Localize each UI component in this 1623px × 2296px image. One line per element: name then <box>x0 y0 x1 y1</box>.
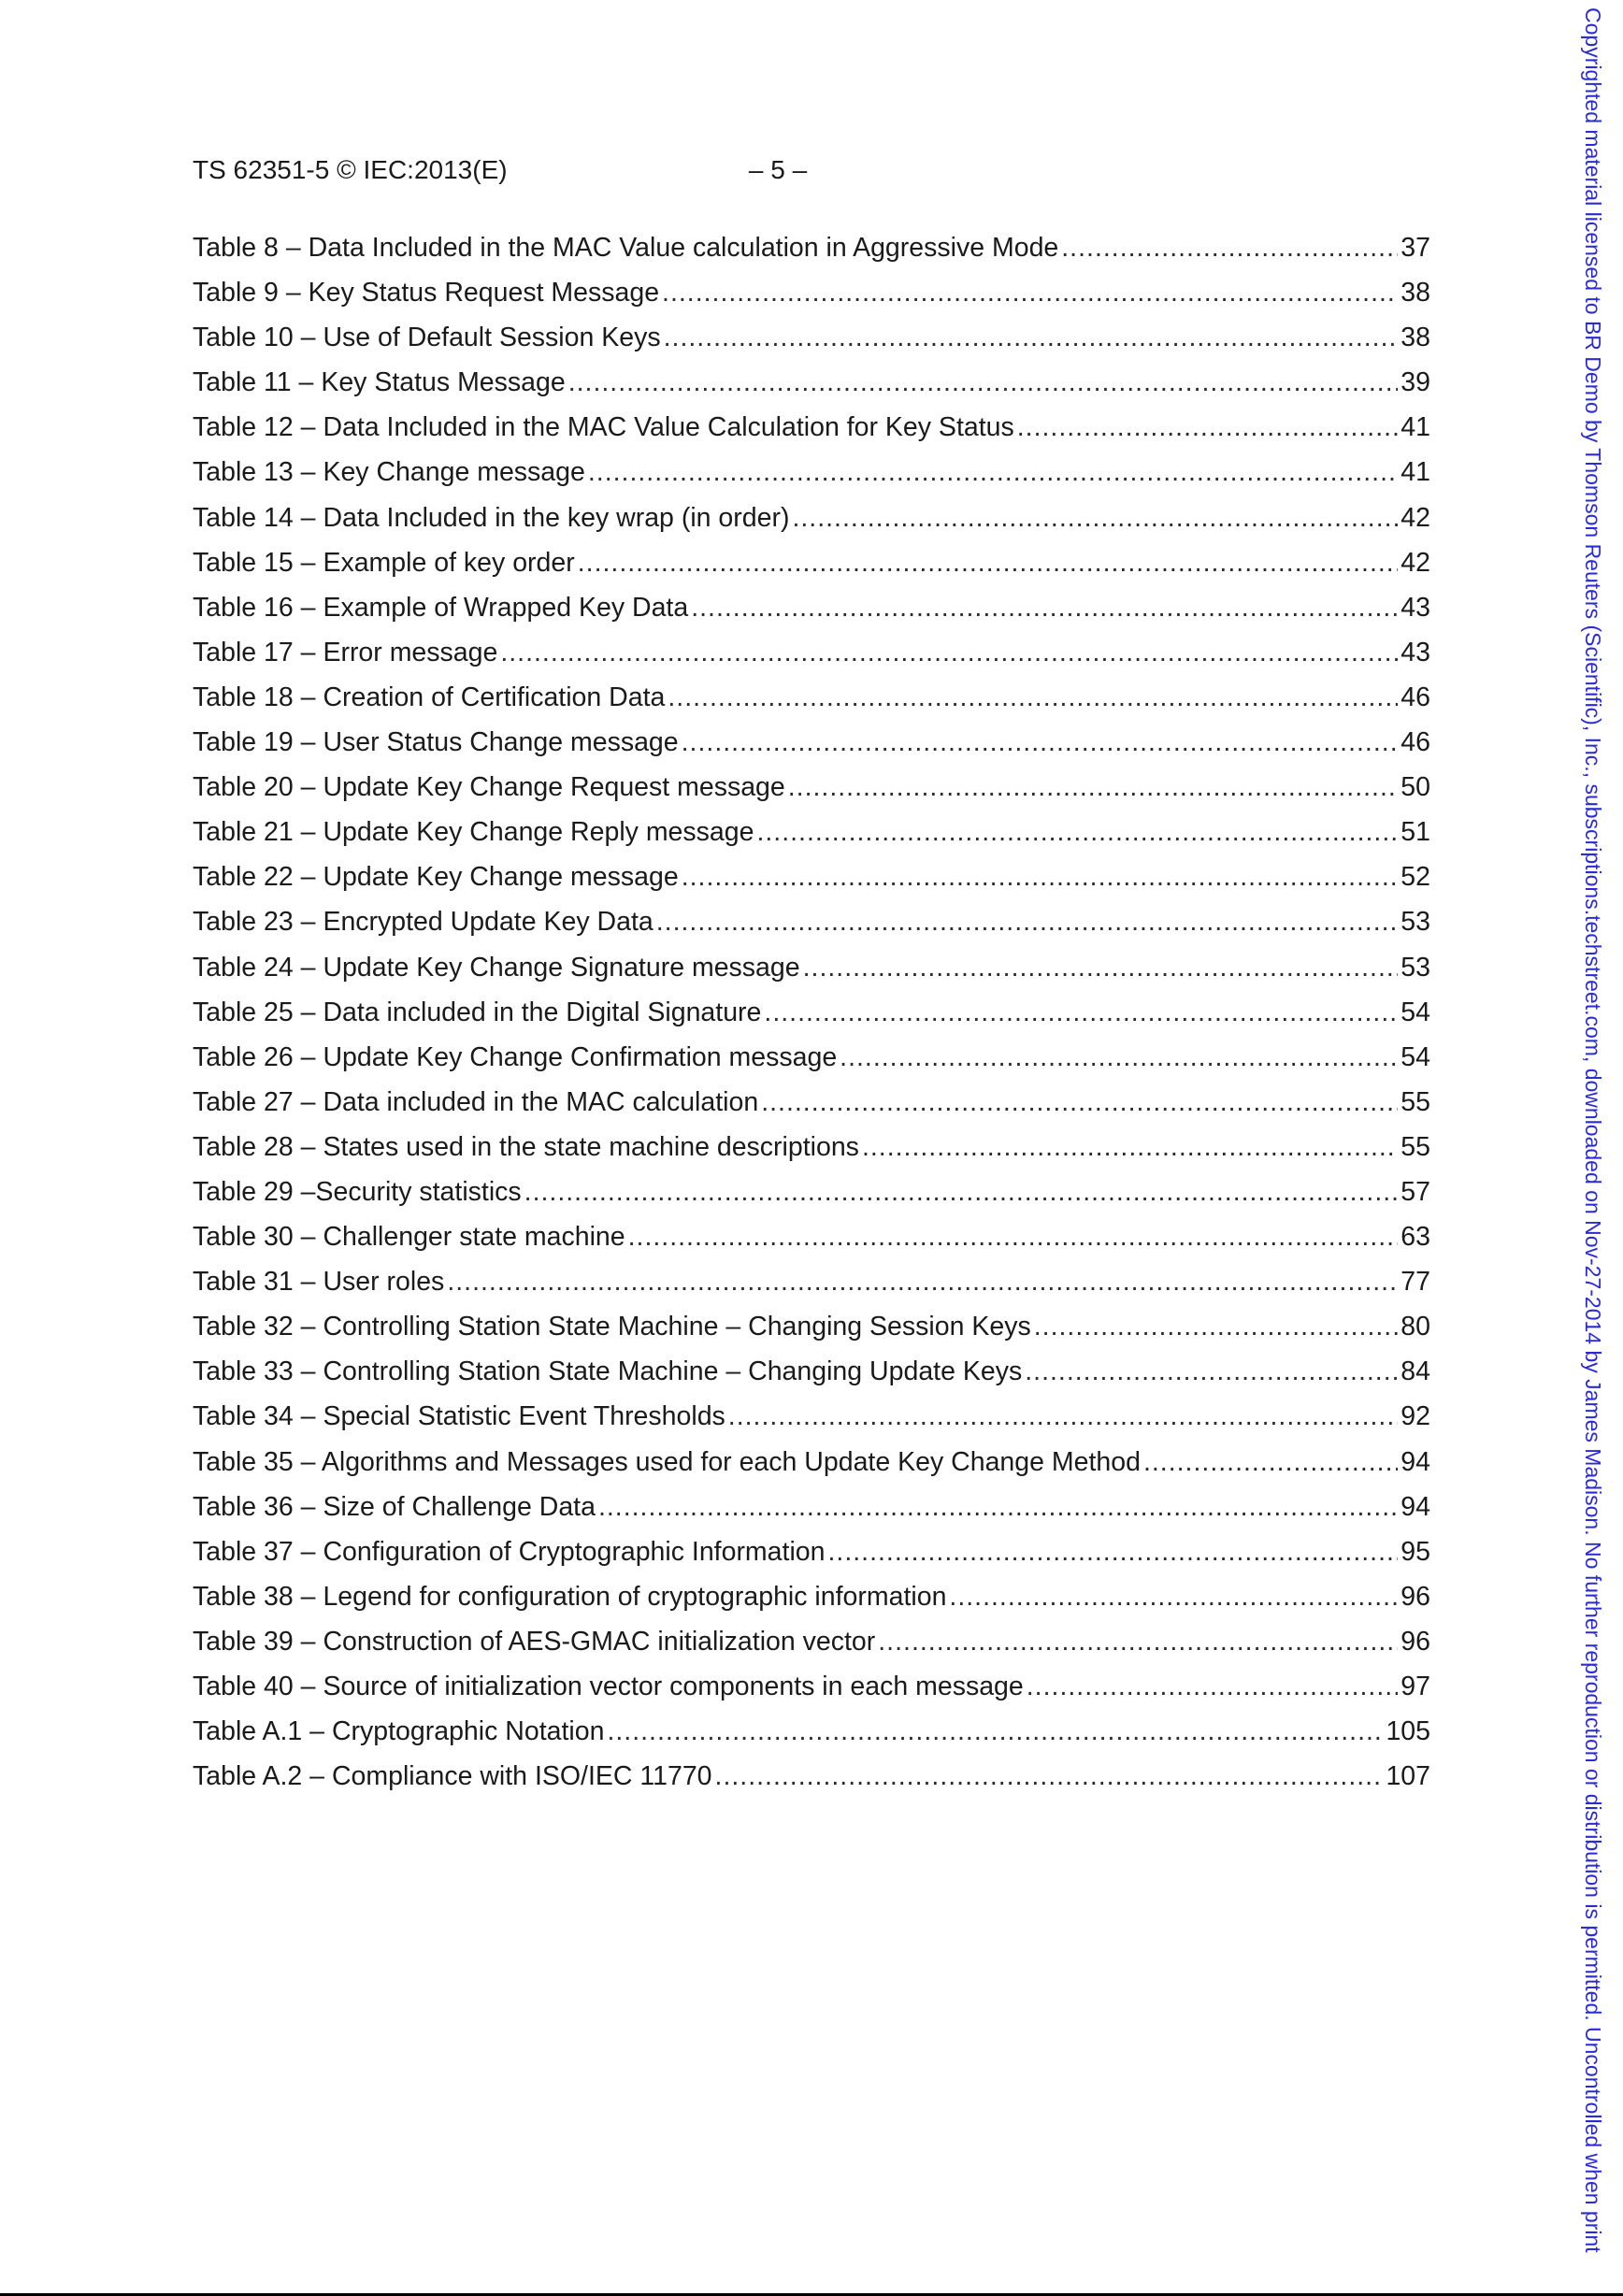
toc-dot-leader <box>728 1396 1399 1437</box>
toc-entry-title: Table 19 – User Status Change message <box>193 727 679 758</box>
toc-entry-page-number: 96 <box>1400 1626 1430 1657</box>
toc-entry-page-number: 39 <box>1400 367 1430 398</box>
toc-entry[interactable] <box>193 992 1430 1037</box>
toc-dot-leader <box>682 722 1399 763</box>
toc-dot-leader <box>578 542 1399 583</box>
toc-entry[interactable] <box>193 856 1430 901</box>
toc-entry-title: Table 30 – Challenger state machine <box>193 1222 625 1253</box>
toc-entry[interactable] <box>193 407 1430 452</box>
toc-entry[interactable] <box>193 317 1430 362</box>
toc-entry-title: Table 31 – User roles <box>193 1267 445 1298</box>
toc-entry[interactable] <box>193 1396 1430 1441</box>
toc-entry[interactable] <box>193 722 1430 767</box>
toc-entry-page-number: 54 <box>1400 1041 1430 1072</box>
toc-dot-leader <box>1034 1306 1399 1347</box>
toc-entry[interactable] <box>193 677 1430 722</box>
toc-entry-title: Table 32 – Controlling Station State Machine – Changing Session Keys <box>193 1312 1031 1342</box>
toc-dot-leader <box>662 272 1398 313</box>
toc-entry[interactable] <box>193 1306 1430 1351</box>
toc-dot-leader <box>1061 227 1398 268</box>
toc-entry-page-number: 37 <box>1400 233 1430 263</box>
toc-dot-leader <box>1025 1351 1398 1392</box>
toc-entry-title: Table 39 – Construction of AES-GMAC initialization vector <box>193 1626 876 1657</box>
toc-entry-page-number: 107 <box>1386 1761 1430 1792</box>
toc-dot-leader <box>792 497 1398 538</box>
toc-entry-title: Table 33 – Controlling Station State Machine – Changing Update Keys <box>193 1356 1023 1387</box>
toc-entry[interactable] <box>193 497 1430 542</box>
toc-dot-leader <box>500 632 1398 673</box>
toc-entry[interactable] <box>193 1486 1430 1531</box>
toc-entry-page-number: 55 <box>1400 1131 1430 1162</box>
toc-entry[interactable] <box>193 1351 1430 1396</box>
toc-entry-page-number: 55 <box>1400 1086 1430 1117</box>
toc-entry-page-number: 57 <box>1400 1176 1430 1207</box>
toc-entry-title: Table 17 – Error message <box>193 637 498 667</box>
toc-entry-page-number: 54 <box>1400 997 1430 1027</box>
toc-entry-title: Table 12 – Data Included in the MAC Value Calculation for Key Status <box>193 412 1014 443</box>
copyright-watermark: Copyrighted material licensed to BR Demo by Thomson Reuters (Scientific), Inc., subscriptions.techstreet.com, downloaded on Nov-27-2014 by James Madison. No further reproduction or distribution is permitted. Uncontrolled when print <box>1581 7 1605 2253</box>
toc-entry[interactable] <box>193 947 1430 992</box>
toc-entry[interactable] <box>193 1442 1430 1486</box>
toc-entry-page-number: 46 <box>1400 682 1430 712</box>
toc-entry-title: Table 23 – Encrypted Update Key Data <box>193 907 654 938</box>
toc-entry-page-number: 38 <box>1400 278 1430 309</box>
toc-entry-page-number: 80 <box>1400 1312 1430 1342</box>
toc-dot-leader <box>691 587 1398 628</box>
toc-entry-title: Table A.1 – Cryptographic Notation <box>193 1716 605 1747</box>
toc-entry-title: Table A.2 – Compliance with ISO/IEC 11770 <box>193 1761 712 1792</box>
toc-entry-page-number: 53 <box>1400 907 1430 938</box>
toc-entry[interactable] <box>193 362 1430 407</box>
toc-entry-title: Table 11 – Key Status Message <box>193 367 566 398</box>
toc-entry-page-number: 63 <box>1400 1222 1430 1253</box>
toc-dot-leader <box>761 1082 1398 1123</box>
toc-entry-page-number: 96 <box>1400 1581 1430 1612</box>
toc-dot-leader <box>715 1756 1384 1797</box>
toc-entry[interactable] <box>193 1576 1430 1621</box>
toc-entry-page-number: 43 <box>1400 637 1430 667</box>
toc-dot-leader <box>447 1261 1398 1302</box>
toc-entry-title: Table 27 – Data included in the MAC calculation <box>193 1086 759 1117</box>
toc-dot-leader <box>524 1171 1399 1213</box>
toc-entry-page-number: 92 <box>1400 1401 1430 1432</box>
toc-entry[interactable] <box>193 1711 1430 1756</box>
toc-entry-title: Table 18 – Creation of Certification Data <box>193 682 666 712</box>
toc-entry-title: Table 13 – Key Change message <box>193 457 585 488</box>
toc-entry[interactable] <box>193 1171 1430 1216</box>
toc-entry-page-number: 42 <box>1400 547 1430 578</box>
toc-entry[interactable] <box>193 1261 1430 1306</box>
toc-entry-page-number: 41 <box>1400 457 1430 488</box>
page-number: – 5 – <box>748 155 808 184</box>
toc-entry-title: Table 14 – Data Included in the key wrap (in order) <box>193 502 790 533</box>
toc-entry-page-number: 97 <box>1400 1672 1430 1701</box>
toc-entry-title: Table 8 – Data Included in the MAC Value calculation in Aggressive Mode <box>193 233 1059 263</box>
toc-entry-title: Table 15 – Example of key order <box>193 547 575 578</box>
toc-entry-title: Table 20 – Update Key Change Request message <box>193 772 785 803</box>
toc-entry-page-number: 42 <box>1400 502 1430 533</box>
toc-entry[interactable] <box>193 272 1430 317</box>
toc-dot-leader <box>598 1486 1398 1528</box>
toc-entry[interactable] <box>193 1666 1430 1711</box>
toc-dot-leader <box>803 947 1399 988</box>
toc-dot-leader <box>788 767 1399 808</box>
toc-entry[interactable] <box>193 227 1430 272</box>
toc-dot-leader <box>764 992 1398 1033</box>
toc-entry[interactable] <box>193 587 1430 632</box>
toc-entry-title: Table 40 – Source of initialization vector components in each message <box>193 1672 1024 1701</box>
toc-entry-title: Table 10 – Use of Default Session Keys <box>193 323 661 353</box>
toc-entry[interactable] <box>193 1037 1430 1082</box>
toc-entry[interactable] <box>193 542 1430 587</box>
toc-entry-page-number: 105 <box>1386 1716 1430 1747</box>
toc-entry[interactable] <box>193 452 1430 496</box>
toc-entry[interactable] <box>193 901 1430 946</box>
list-of-tables <box>193 227 1430 1801</box>
toc-entry-page-number: 41 <box>1400 412 1430 443</box>
toc-entry-title: Table 25 – Data included in the Digital Signature <box>193 997 762 1027</box>
toc-entry[interactable] <box>193 811 1430 856</box>
toc-entry-page-number: 53 <box>1400 952 1430 983</box>
toc-entry-title: Table 28 – States used in the state machine descriptions <box>193 1131 859 1162</box>
toc-entry[interactable] <box>193 1126 1430 1171</box>
toc-entry[interactable] <box>193 1216 1430 1261</box>
toc-entry-title: Table 37 – Configuration of Cryptographic Information <box>193 1536 826 1567</box>
toc-dot-leader <box>628 1216 1399 1257</box>
toc-entry-page-number: 94 <box>1400 1446 1430 1477</box>
toc-dot-leader <box>1027 1666 1399 1707</box>
toc-dot-leader <box>949 1576 1398 1617</box>
toc-entry-title: Table 22 – Update Key Change message <box>193 862 679 893</box>
toc-entry-title: Table 24 – Update Key Change Signature message <box>193 952 800 983</box>
toc-entry-page-number: 84 <box>1400 1356 1430 1387</box>
toc-dot-leader <box>568 362 1399 403</box>
toc-entry[interactable] <box>193 767 1430 811</box>
toc-entry-page-number: 51 <box>1400 817 1430 848</box>
toc-dot-leader <box>607 1711 1383 1752</box>
toc-dot-leader <box>827 1531 1398 1572</box>
toc-dot-leader <box>756 811 1398 853</box>
toc-entry[interactable] <box>193 1756 1430 1801</box>
toc-entry-page-number: 95 <box>1400 1536 1430 1567</box>
toc-dot-leader <box>656 901 1399 942</box>
toc-dot-leader <box>682 856 1399 897</box>
toc-entry-title: Table 26 – Update Key Change Confirmation message <box>193 1041 838 1072</box>
toc-entry-title: Table 9 – Key Status Request Message <box>193 278 660 309</box>
toc-dot-leader <box>878 1621 1398 1662</box>
toc-dot-leader <box>588 452 1398 493</box>
page-header <box>193 151 847 189</box>
document-identifier: TS 62351-5 © IEC:2013(E) <box>193 155 508 184</box>
toc-entry-page-number: 46 <box>1400 727 1430 758</box>
toc-entry-title: Table 35 – Algorithms and Messages used for each Update Key Change Method <box>193 1446 1141 1477</box>
toc-entry[interactable] <box>193 632 1430 677</box>
toc-entry-title: Table 21 – Update Key Change Reply message <box>193 817 754 848</box>
toc-entry[interactable] <box>193 1082 1430 1126</box>
toc-dot-leader <box>664 317 1399 358</box>
toc-entry[interactable] <box>193 1621 1430 1666</box>
toc-entry-page-number: 43 <box>1400 592 1430 623</box>
toc-dot-leader <box>668 677 1398 718</box>
toc-entry-title: Table 29 –Security statistics <box>193 1176 522 1207</box>
toc-entry-page-number: 94 <box>1400 1491 1430 1522</box>
toc-dot-leader <box>1017 407 1399 448</box>
toc-entry-page-number: 77 <box>1400 1267 1430 1298</box>
toc-entry-page-number: 38 <box>1400 323 1430 353</box>
toc-entry-title: Table 34 – Special Statistic Event Thresholds <box>193 1401 725 1432</box>
toc-entry-title: Table 36 – Size of Challenge Data <box>193 1491 596 1522</box>
toc-entry-page-number: 52 <box>1400 862 1430 893</box>
toc-entry-title: Table 38 – Legend for configuration of cryptographic information <box>193 1581 947 1612</box>
toc-entry[interactable] <box>193 1531 1430 1576</box>
toc-entry-title: Table 16 – Example of Wrapped Key Data <box>193 592 689 623</box>
toc-dot-leader <box>1143 1442 1398 1483</box>
toc-entry-page-number: 50 <box>1400 772 1430 803</box>
toc-dot-leader <box>862 1126 1398 1168</box>
toc-dot-leader <box>840 1037 1398 1078</box>
